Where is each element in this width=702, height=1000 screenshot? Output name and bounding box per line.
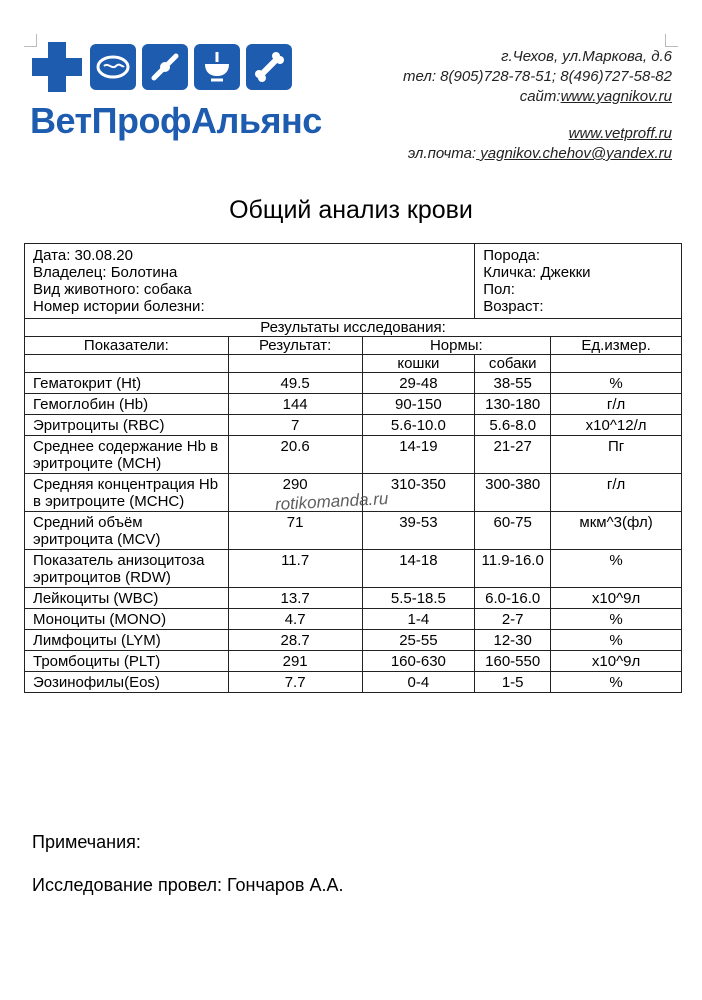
row-name: Среднее содержание Hb в эритроците (MCH) — [25, 436, 229, 474]
date-field: Дата: 30.08.20 — [33, 247, 133, 264]
row-cats-norm: 5.5-18.5 — [362, 588, 475, 609]
joint-icon — [142, 44, 188, 90]
header-indicator: Показатели: — [25, 337, 229, 355]
row-unit: % — [551, 373, 682, 394]
row-result: 7 — [228, 415, 362, 436]
row-result: 11.7 — [228, 550, 362, 588]
row-name: Гемоглобин (Hb) — [25, 394, 229, 415]
row-cats-norm: 29-48 — [362, 373, 475, 394]
table-row — [25, 609, 682, 630]
row-unit: % — [551, 609, 682, 630]
patient-info-left — [25, 244, 475, 319]
site-line — [403, 87, 672, 107]
header-unit: Ед.измер. — [551, 337, 682, 355]
row-result: 28.7 — [228, 630, 362, 651]
subheader-row — [25, 355, 682, 373]
watermark: rotikomanda.ru — [274, 489, 389, 514]
clinic-logo — [30, 40, 330, 150]
sex-field: Пол: — [483, 281, 515, 298]
bone-icon — [246, 44, 292, 90]
row-unit: % — [551, 630, 682, 651]
patient-info-row — [25, 244, 682, 319]
row-dogs-norm: 21-27 — [475, 436, 551, 474]
address: г.Чехов, ул.Маркова, д.6 — [501, 48, 672, 65]
row-name: Тромбоциты (PLT) — [25, 651, 229, 672]
email-line — [403, 144, 672, 164]
row-unit: x10^12/л — [551, 415, 682, 436]
header-cats: кошки — [362, 355, 475, 373]
row-dogs-norm: 6.0-16.0 — [475, 588, 551, 609]
header-norms: Нормы: — [362, 337, 551, 355]
crop-mark-top-right — [665, 34, 678, 47]
row-cats-norm: 310-350 — [362, 474, 475, 512]
row-cats-norm: 39-53 — [362, 512, 475, 550]
header-result: Результат: — [228, 337, 362, 355]
age-field: Возраст: — [483, 298, 544, 315]
row-unit: мкм^3(фл) — [551, 512, 682, 550]
row-dogs-norm: 2-7 — [475, 609, 551, 630]
site-link-2[interactable]: www.vetproff.ru — [568, 125, 672, 142]
row-name: Гематокрит (Ht) — [25, 373, 229, 394]
row-name: Показатель анизоцитоза эритроцитов (RDW) — [25, 550, 229, 588]
row-dogs-norm: 11.9-16.0 — [475, 550, 551, 588]
row-unit: г/л — [551, 394, 682, 415]
history-field: Номер истории болезни: — [33, 298, 205, 315]
email-link[interactable]: yagnikov.chehov@yandex.ru — [476, 145, 672, 162]
doctor-line: Исследование провел: Гончаров А.А. — [32, 875, 344, 895]
row-result: 290 — [228, 474, 362, 512]
table-row — [25, 394, 682, 415]
table-row — [25, 588, 682, 609]
brain-icon — [90, 44, 136, 90]
table-row — [25, 415, 682, 436]
column-header-row — [25, 337, 682, 355]
row-unit: г/л — [551, 474, 682, 512]
results-table — [24, 243, 682, 693]
row-result: 4.7 — [228, 609, 362, 630]
site-link[interactable]: www.yagnikov.ru — [560, 88, 672, 105]
row-cats-norm: 0-4 — [362, 672, 475, 693]
email-label: эл.почта: — [407, 145, 477, 162]
row-result: 49.5 — [228, 373, 362, 394]
row-unit: x10^9л — [551, 651, 682, 672]
row-name: Средняя концентрация Hb в эритроците (MCHC) — [25, 474, 229, 512]
row-dogs-norm: 300-380 — [475, 474, 551, 512]
row-name: Эозинофилы(Eos) — [25, 672, 229, 693]
header-dogs: собаки — [475, 355, 551, 373]
table-row — [25, 672, 682, 693]
row-name: Эритроциты (RBC) — [25, 415, 229, 436]
row-name: Моноциты (MONO) — [25, 609, 229, 630]
row-dogs-norm: 160-550 — [475, 651, 551, 672]
owner-field: Владелец: Болотина — [33, 264, 178, 281]
row-unit: x10^9л — [551, 588, 682, 609]
site-label: сайт: — [519, 88, 561, 105]
row-result: 7.7 — [228, 672, 362, 693]
row-cats-norm: 25-55 — [362, 630, 475, 651]
species-field: Вид животного: собака — [33, 281, 192, 298]
brand-name: ВетПрофАльянс — [30, 100, 322, 141]
row-cats-norm: 14-18 — [362, 550, 475, 588]
table-row — [25, 550, 682, 588]
row-cats-norm: 90-150 — [362, 394, 475, 415]
row-name: Средний объём эритроцита (MCV) — [25, 512, 229, 550]
row-result: 20.6 — [228, 436, 362, 474]
notes-label: Примечания: — [32, 832, 141, 852]
table-row — [25, 651, 682, 672]
row-name: Лимфоциты (LYM) — [25, 630, 229, 651]
row-dogs-norm: 12-30 — [475, 630, 551, 651]
row-result: 144 — [228, 394, 362, 415]
row-cats-norm: 5.6-10.0 — [362, 415, 475, 436]
results-title: Результаты исследования: — [25, 319, 682, 337]
row-dogs-norm: 1-5 — [475, 672, 551, 693]
row-cats-norm: 1-4 — [362, 609, 475, 630]
document-title: Общий анализ крови — [229, 196, 473, 224]
phones: тел: 8(905)728-78-51; 8(496)727-58-82 — [403, 68, 672, 85]
row-dogs-norm: 38-55 — [475, 373, 551, 394]
logo-icons — [30, 40, 330, 94]
row-cats-norm: 14-19 — [362, 436, 475, 474]
row-result: 291 — [228, 651, 362, 672]
row-unit: Пг — [551, 436, 682, 474]
contacts-block — [403, 47, 672, 164]
row-dogs-norm: 5.6-8.0 — [475, 415, 551, 436]
row-dogs-norm: 60-75 — [475, 512, 551, 550]
breed-field: Порода: — [483, 247, 540, 264]
patient-info-right — [475, 244, 682, 319]
medical-cross-icon — [30, 40, 84, 94]
table-row — [25, 512, 682, 550]
row-result: 71 — [228, 512, 362, 550]
table-row — [25, 373, 682, 394]
row-unit: % — [551, 550, 682, 588]
nickname-field: Кличка: Джекки — [483, 264, 591, 281]
pharmacy-bowl-icon — [194, 44, 240, 90]
row-unit: % — [551, 672, 682, 693]
row-result: 13.7 — [228, 588, 362, 609]
row-name: Лейкоциты (WBC) — [25, 588, 229, 609]
row-dogs-norm: 130-180 — [475, 394, 551, 415]
table-row — [25, 630, 682, 651]
row-cats-norm: 160-630 — [362, 651, 475, 672]
table-row — [25, 436, 682, 474]
